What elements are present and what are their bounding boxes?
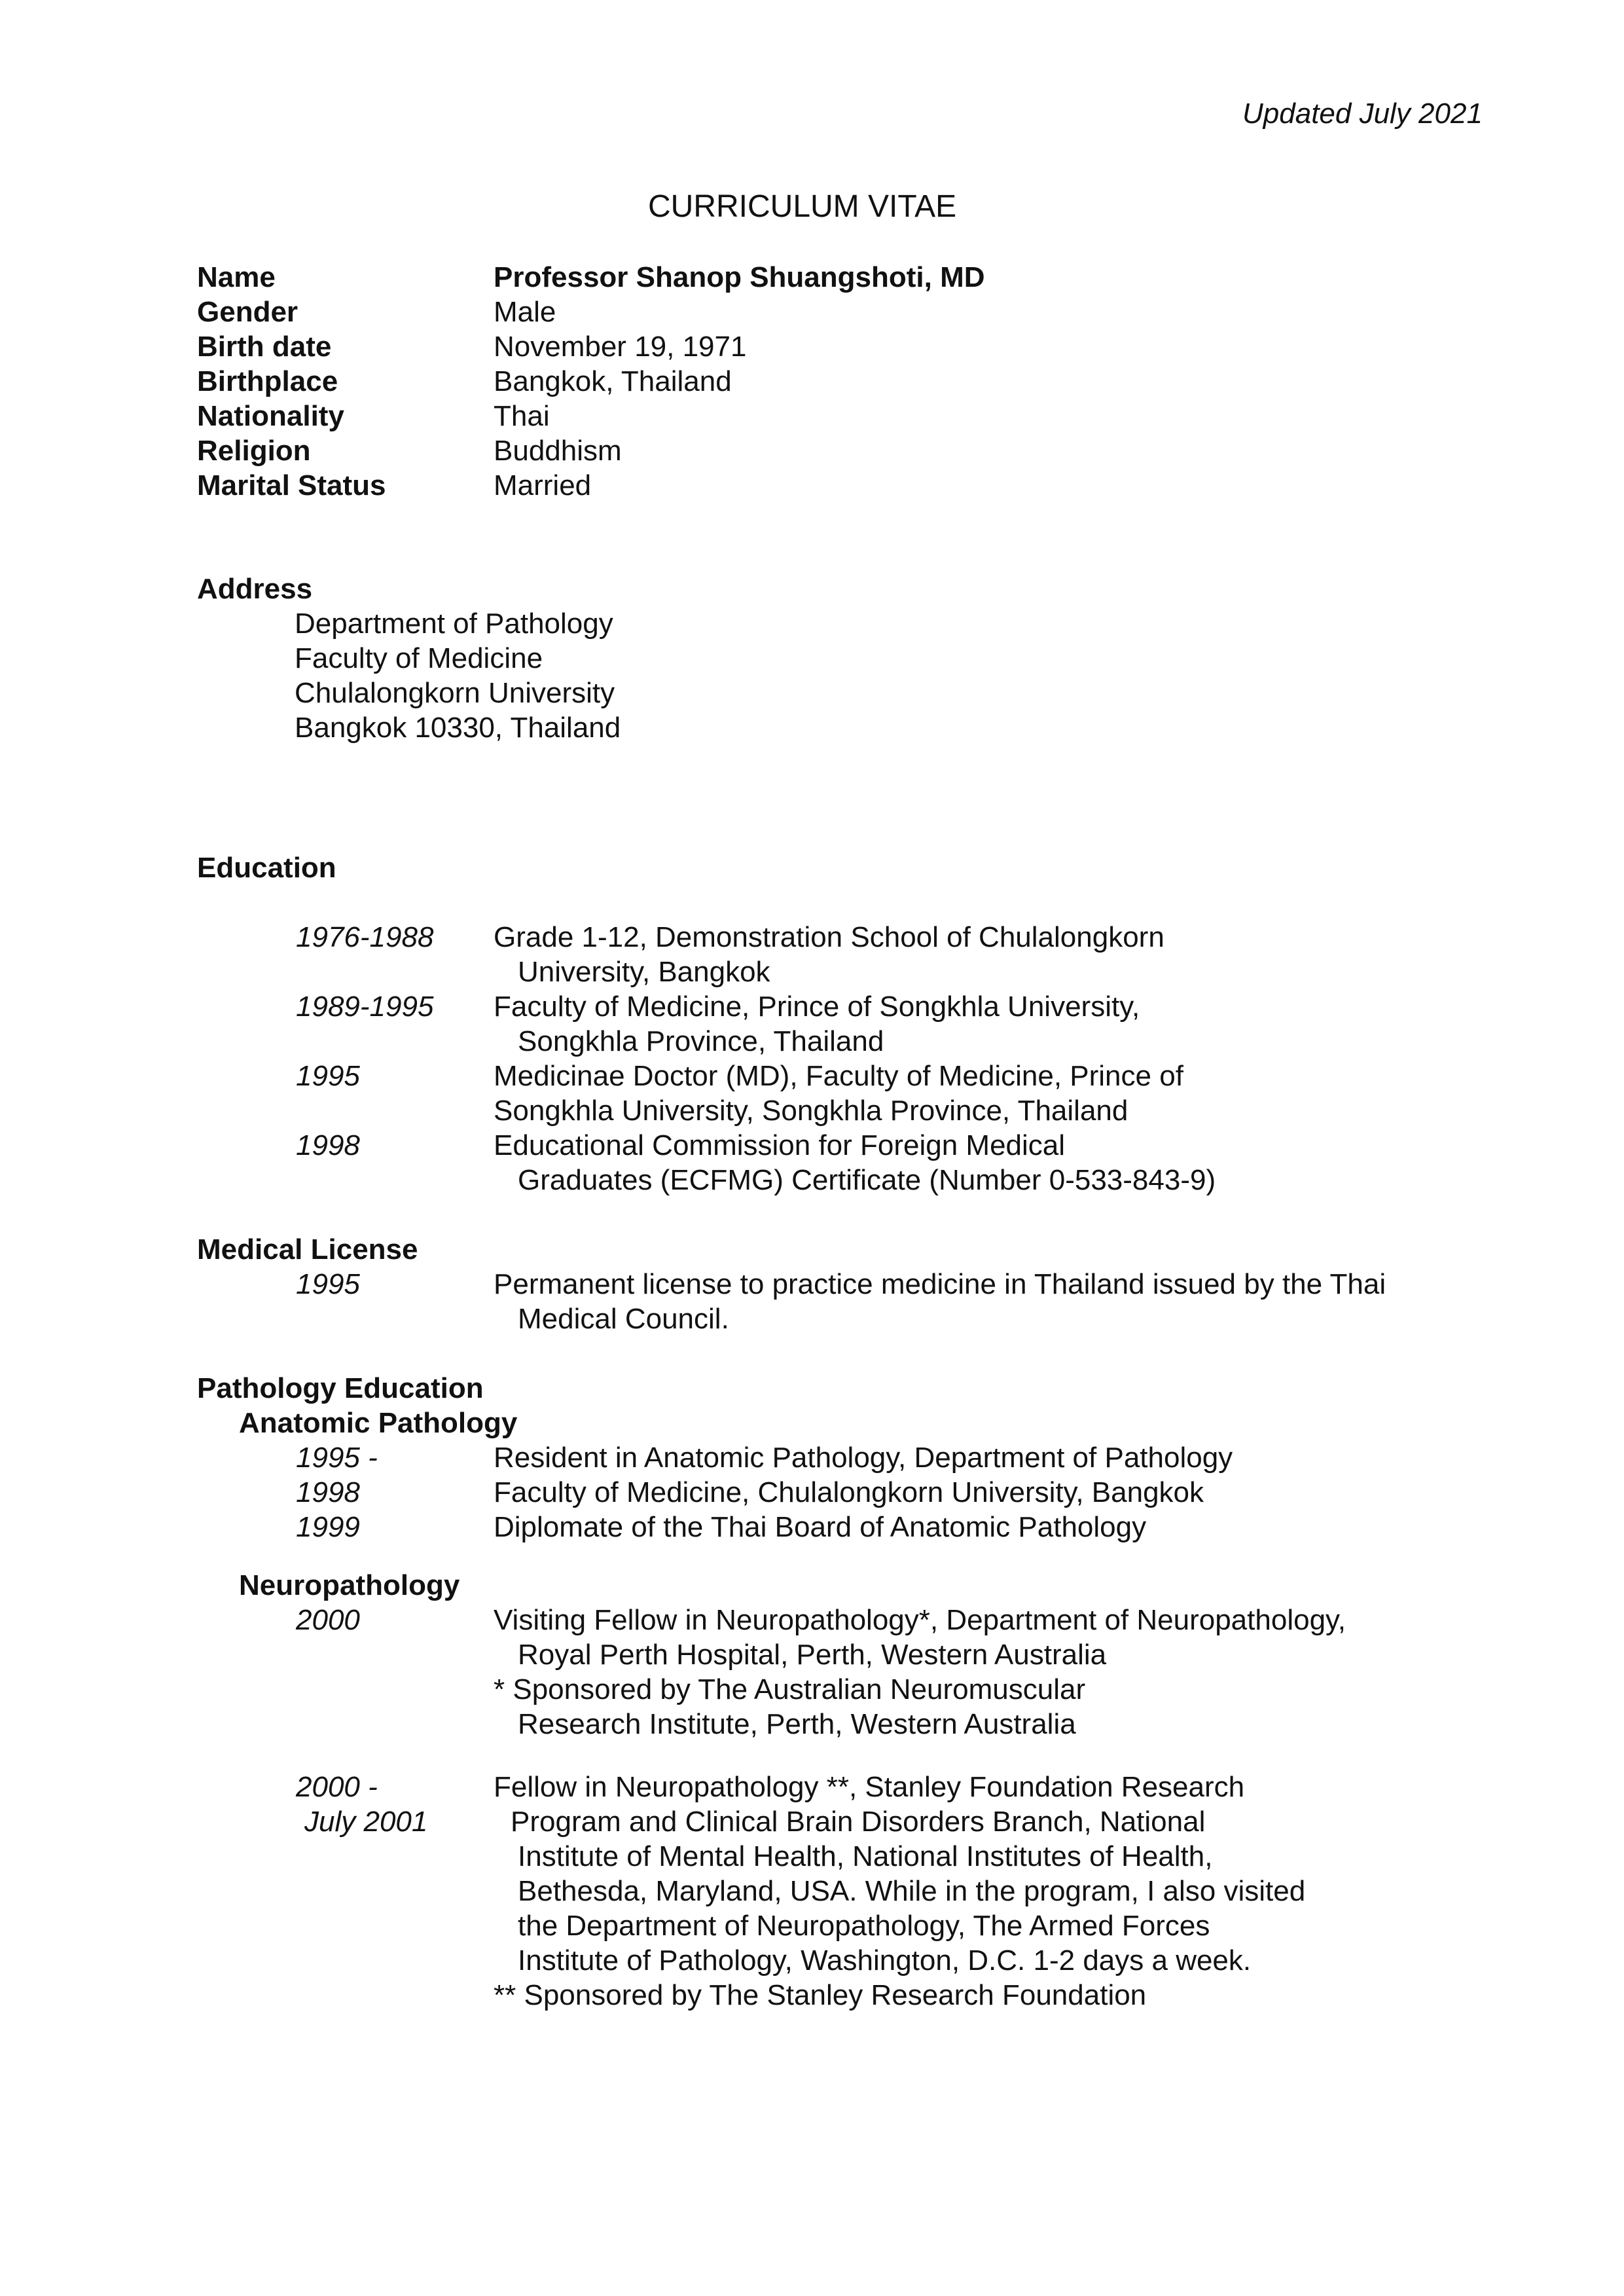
education-heading: Education <box>197 852 336 884</box>
neuro-year: 2000 - <box>296 1771 378 1803</box>
neuro-text: * Sponsored by The Australian Neuromuscular <box>494 1673 1086 1705</box>
neuro-text: Research Institute, Perth, Western Australia <box>518 1708 1076 1740</box>
value-birth-date: November 19, 1971 <box>494 331 747 363</box>
education-year: 1995 <box>296 1060 360 1092</box>
value-name: Professor Shanop Shuangshoti, MD <box>494 261 985 293</box>
education-text: Faculty of Medicine, Prince of Songkhla University, <box>494 991 1140 1023</box>
education-text: Graduates (ECFMG) Certificate (Number 0-533-843-9) <box>518 1164 1216 1196</box>
updated-date: Updated July 2021 <box>1242 98 1483 130</box>
anatomic-year: 1998 <box>296 1476 360 1508</box>
label-birthplace: Birthplace <box>197 365 338 397</box>
neuro-text: the Department of Neuropathology, The Armed Forces <box>518 1910 1210 1942</box>
education-text: Songkhla University, Songkhla Province, Thailand <box>494 1095 1128 1127</box>
label-name: Name <box>197 261 276 293</box>
neuro-text: Institute of Pathology, Washington, D.C. 1-2 days a week. <box>518 1944 1252 1977</box>
anatomic-text: Diplomate of the Thai Board of Anatomic Pathology <box>494 1511 1147 1543</box>
label-religion: Religion <box>197 435 311 467</box>
license-text: Permanent license to practice medicine in Thailand issued by the Thai <box>494 1268 1386 1300</box>
anatomic-text: Faculty of Medicine, Chulalongkorn University, Bangkok <box>494 1476 1204 1508</box>
value-birthplace: Bangkok, Thailand <box>494 365 732 397</box>
education-text: Songkhla Province, Thailand <box>518 1025 884 1057</box>
address-line: Bangkok 10330, Thailand <box>295 712 621 744</box>
neuro-text: Program and Clinical Brain Disorders Branch, National <box>511 1806 1206 1838</box>
pathology-heading: Pathology Education <box>197 1372 484 1404</box>
neuro-text: Bethesda, Maryland, USA. While in the program, I also visited <box>518 1875 1306 1907</box>
education-year: 1976-1988 <box>296 921 434 953</box>
address-line: Faculty of Medicine <box>295 642 543 674</box>
neuro-year: July 2001 <box>304 1806 428 1838</box>
neuro-text: Institute of Mental Health, National Institutes of Health, <box>518 1840 1213 1872</box>
value-gender: Male <box>494 296 556 328</box>
label-gender: Gender <box>197 296 298 328</box>
education-text: Medicinae Doctor (MD), Faculty of Medicine, Prince of <box>494 1060 1183 1092</box>
neuro-text: ** Sponsored by The Stanley Research Foundation <box>494 1979 1147 2011</box>
anatomic-year: 1999 <box>296 1511 360 1543</box>
address-line: Department of Pathology <box>295 608 613 640</box>
neuro-text: Fellow in Neuropathology **, Stanley Foundation Research <box>494 1771 1245 1803</box>
value-nationality: Thai <box>494 400 550 432</box>
education-text: University, Bangkok <box>518 956 770 988</box>
neuro-text: Visiting Fellow in Neuropathology*, Department of Neuropathology, <box>494 1604 1346 1636</box>
anatomic-text: Resident in Anatomic Pathology, Department of Pathology <box>494 1442 1233 1474</box>
license-year: 1995 <box>296 1268 360 1300</box>
anatomic-heading: Anatomic Pathology <box>239 1407 518 1439</box>
license-text: Medical Council. <box>518 1303 729 1335</box>
education-text: Educational Commission for Foreign Medical <box>494 1129 1066 1161</box>
neuro-year: 2000 <box>296 1604 360 1636</box>
value-marital-status: Married <box>494 469 592 501</box>
license-heading: Medical License <box>197 1233 418 1266</box>
address-line: Chulalongkorn University <box>295 677 615 709</box>
anatomic-year: 1995 - <box>296 1442 378 1474</box>
label-birth-date: Birth date <box>197 331 332 363</box>
education-year: 1989-1995 <box>296 991 434 1023</box>
neuro-heading: Neuropathology <box>239 1569 460 1601</box>
education-year: 1998 <box>296 1129 360 1161</box>
label-marital-status: Marital Status <box>197 469 386 501</box>
label-nationality: Nationality <box>197 400 344 432</box>
address-heading: Address <box>197 573 313 605</box>
value-religion: Buddhism <box>494 435 622 467</box>
education-text: Grade 1-12, Demonstration School of Chulalongkorn <box>494 921 1164 953</box>
neuro-text: Royal Perth Hospital, Perth, Western Australia <box>518 1639 1107 1671</box>
page-title: CURRICULUM VITAE <box>648 189 957 224</box>
